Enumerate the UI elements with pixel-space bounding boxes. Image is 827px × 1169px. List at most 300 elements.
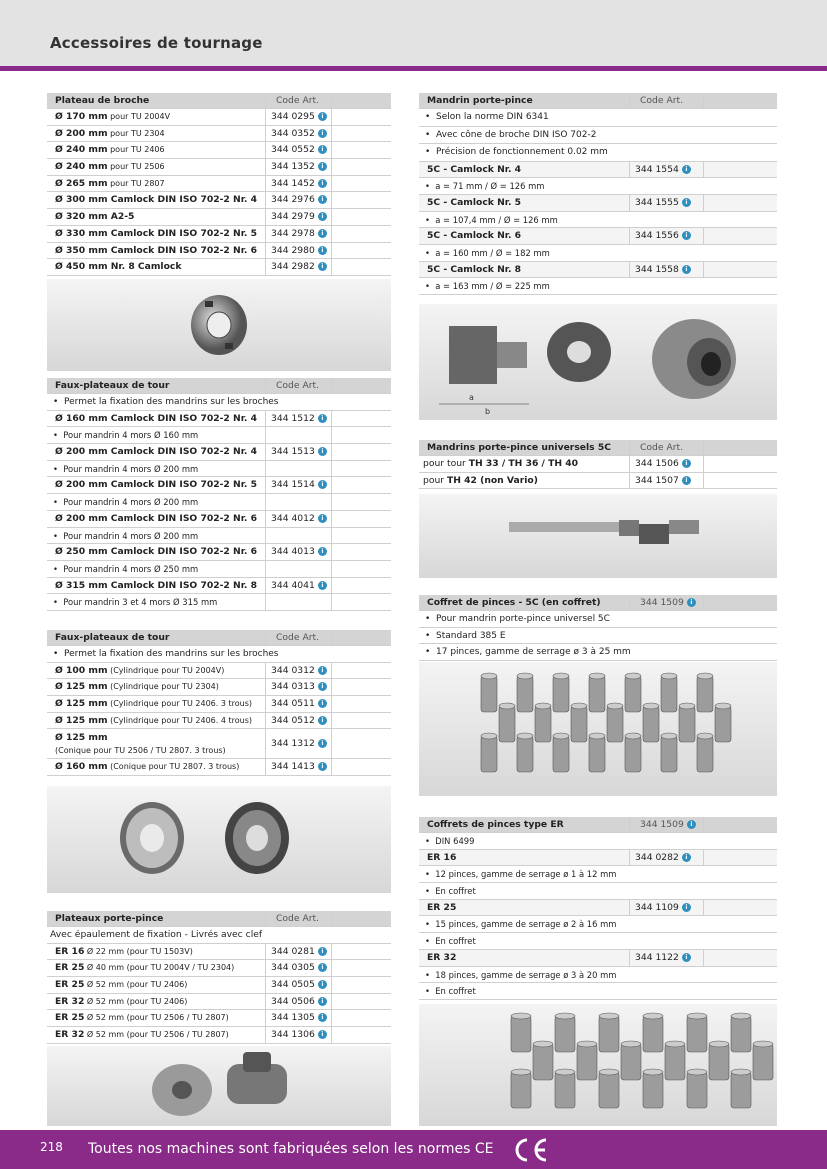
table-note [47,927,391,944]
table-row [47,209,391,226]
product-image-coffret-5c [419,662,777,796]
collet-icon [599,1013,619,1052]
article-code: 344 2979 [271,211,315,223]
notes-list [419,109,777,162]
collet-icon [481,733,497,772]
row-detail: a = 71 mm / Ø = 126 mm [435,181,545,192]
collet-icon [625,673,641,712]
collet-icon [643,1069,663,1108]
table-row [47,679,391,696]
note-text: 17 pinces, gamme de serrage ø 3 à 25 mm [436,647,631,658]
table-subrow: • a = 160 mm / Ø = 182 mm [419,245,777,262]
article-code: 344 0281 [271,945,315,957]
row-title: 5C - Camlock Nr. 5 [427,196,522,208]
table-body [47,109,391,276]
table-row [419,162,777,179]
table-row [47,444,391,461]
product-image-plateaux-porte-pince [47,1046,391,1126]
table-row [419,456,777,473]
row-detail: Pour mandrin 4 mors Ø 160 mm [63,430,199,441]
table-body [419,162,777,296]
row-title: Ø 240 mm [55,144,108,156]
article-code: 344 1507 [635,474,679,486]
collet-icon [753,1041,773,1080]
table-body [47,663,391,730]
article-code: 344 4013 [271,546,315,558]
table-row [47,759,391,776]
info-icon: i [318,195,327,204]
row-title: ER 32 [55,995,85,1007]
table-row [419,262,777,279]
collet-icon [621,1041,641,1080]
info-icon: i [318,514,327,523]
table-title: Faux-plateaux de tour [55,632,170,643]
article-code: 344 0313 [271,681,315,693]
row-detail: Pour mandrin 4 mors Ø 200 mm [63,497,199,508]
row-title: Ø 200 mm [55,127,108,139]
collet-icon [731,1013,751,1052]
spindle-plate-illustration [47,279,391,371]
row-title: Ø 320 mm A2-5 [55,211,135,223]
row-detail: (Conique pour TU 2506 / TU 2807. 3 trous) [55,746,226,756]
collet-chuck-illustration [419,304,777,420]
row-title: Ø 300 mm Camlock DIN ISO 702-2 Nr. 4 [55,194,258,206]
row-title: Ø 160 mm [55,761,108,773]
article-code: 344 1558 [635,263,679,275]
collet-icon [481,673,497,712]
table-row [419,195,777,212]
article-code: 344 1413 [271,761,315,773]
table-mandrin-porte-pince [419,93,777,295]
info-icon: i [318,212,327,221]
collet-icon [555,1069,575,1108]
info-icon: i [318,480,327,489]
table-row [47,663,391,680]
note-text: Selon la norme DIN 6341 [436,112,549,122]
table-plateau-de-broche [47,93,391,276]
row-detail: En coffret [435,936,476,947]
article-code: 344 0511 [271,698,315,710]
note-text: Permet la fixation des mandrins sur les broches [64,649,279,659]
dim-b-label: b [485,407,491,416]
info-icon: i [318,246,327,255]
collet-icon [599,1069,619,1108]
collet-icon [643,703,659,742]
article-code: 344 0305 [271,962,315,974]
collet-icon [553,673,569,712]
row-detail: pour TU 2406 [107,145,165,155]
collet-icon [511,1069,531,1108]
collets-5c-illustration [419,662,777,796]
row-title: ER 25 [55,1012,85,1024]
note-row: • Pour mandrin porte-pince universel 5C [419,611,777,628]
info-icon: i [682,231,691,240]
article-code: 344 2980 [271,244,315,256]
article-code: 344 1512 [271,412,315,424]
collet-icon [687,1069,707,1108]
note-row: • Avec cône de broche DIN ISO 702-2 [419,127,777,145]
notes-list [419,611,777,661]
article-code: 344 0352 [271,127,315,139]
collet-icon [553,733,569,772]
collet-icon [533,1041,553,1080]
row-detail: pour TU 2506 [107,162,165,172]
info-icon: i [318,963,327,972]
table-row [47,511,391,528]
table-subrow: • Pour mandrin 3 et 4 mors Ø 315 mm [47,594,391,611]
info-icon: i [318,762,327,771]
row-detail: (Cylindrique pour TU 2304) [107,682,219,692]
collet-icon [625,733,641,772]
row-title: Ø 100 mm [55,664,108,676]
info-icon: i [318,947,327,956]
table-subrow: • 18 pinces, gamme de serrage ø 3 à 20 mm [419,967,777,984]
info-icon: i [682,853,691,862]
dim-a-label: a [469,393,474,402]
table-header [419,595,777,611]
collet-icon [661,733,677,772]
info-icon: i [682,265,691,274]
info-icon: i [318,414,327,423]
table-row [47,109,391,126]
info-icon: i [318,129,327,138]
product-image-plateau [47,279,391,371]
table-subrow: • Pour mandrin 4 mors Ø 200 mm [47,461,391,478]
table-note: • Permet la fixation des mandrins sur les broches [47,646,391,663]
table-row [419,228,777,245]
row-title: Ø 125 mm [55,698,108,710]
row-detail: 12 pinces, gamme de serrage ø 1 à 12 mm [435,869,617,880]
table-row [47,176,391,193]
collet-icon [535,703,551,742]
table-title: Coffrets de pinces type ER [427,819,564,830]
article-code: 344 1352 [271,161,315,173]
table-title: Coffret de pinces - 5C (en coffret) [427,597,601,608]
header-accent-line [0,66,827,71]
article-code: 344 0312 [271,664,315,676]
table-row [47,994,391,1011]
table-coffrets-er [419,817,777,1000]
table-mandrins-universels [419,440,777,489]
row-title: Ø 160 mm Camlock DIN ISO 702-2 Nr. 4 [55,412,258,424]
row-title: ER 16 [427,851,457,863]
row-title: Ø 200 mm Camlock DIN ISO 702-2 Nr. 5 [55,479,258,491]
row-prefix: pour tour [423,458,469,469]
article-code: 344 2982 [271,261,315,273]
header-band [0,0,827,66]
article-code: 344 1122 [635,951,679,963]
row-detail: (Cylindrique pour TU 2406. 3 trous) [107,699,252,709]
info-icon: i [318,682,327,691]
table-row [419,950,777,967]
info-icon: i [682,198,691,207]
row-detail: Pour mandrin 4 mors Ø 250 mm [63,563,199,574]
table-subrow: • a = 163 mm / Ø = 225 mm [419,278,777,295]
row-title: TH 42 (non Vario) [446,474,538,486]
collet-icon [517,673,533,712]
backplate-illustration [47,786,391,893]
info-icon: i [682,953,691,962]
table-plateaux-porte-pince [47,911,391,1044]
info-icon: i [687,820,696,829]
row-detail: Pour mandrin 4 mors Ø 200 mm [63,530,199,541]
article-code: 344 1555 [635,196,679,208]
row-title: Ø 350 mm Camlock DIN ISO 702-2 Nr. 6 [55,244,258,256]
table-row [47,477,391,494]
row-detail: Ø 52 mm (pour TU 2506 / TU 2807) [84,1030,229,1040]
article-code: 344 1506 [635,458,679,469]
note-text: Avec épaulement de fixation - Livrés avec clef [50,929,263,940]
note-row: • Selon la norme DIN 6341 [419,109,777,127]
info-icon: i [318,699,327,708]
row-title: ER 25 [55,962,85,974]
info-icon: i [318,547,327,556]
note-text: Avec cône de broche DIN ISO 702-2 [436,129,597,140]
row-title: ER 16 [55,945,85,957]
row-title: Ø 250 mm Camlock DIN ISO 702-2 Nr. 6 [55,546,258,558]
table-row [47,696,391,713]
article-code: 344 2976 [271,194,315,206]
row-title: Ø 330 mm Camlock DIN ISO 702-2 Nr. 5 [55,227,258,239]
table-row [47,159,391,176]
collet-icon [499,703,515,742]
table-subrow: • Pour mandrin 4 mors Ø 250 mm [47,561,391,578]
info-icon: i [687,598,696,607]
article-code: 344 1109 [635,901,679,913]
article-code: 344 0506 [271,995,315,1007]
article-code: 344 1509 [640,819,684,830]
table-title: Faux-plateaux de tour [55,380,170,391]
row-detail: Pour mandrin 4 mors Ø 200 mm [63,463,199,474]
table-subrow: • En coffret [419,983,777,1000]
table-subrow: • Pour mandrin 4 mors Ø 160 mm [47,427,391,444]
row-detail: Ø 40 mm (pour TU 2004V / TU 2304) [84,963,235,973]
collet-icon [709,1041,729,1080]
table-faux-plateaux-cylindrique [47,630,391,776]
note-text: Permet la fixation des mandrins sur les broches [64,397,279,407]
table-subrow: • a = 107,4 mm / Ø = 126 mm [419,212,777,229]
info-icon: i [318,716,327,725]
note-row: • Standard 385 E [419,628,777,645]
row-title: 5C - Camlock Nr. 8 [427,263,522,275]
article-code: 344 1556 [635,230,679,242]
table-row [419,850,777,867]
article-code: 344 1514 [271,479,315,491]
row-title: Ø 125 mm [55,681,108,693]
row-prefix: pour [423,474,447,486]
note-text: Standard 385 E [436,630,506,641]
row-title: TH 33 / TH 36 / TH 40 [468,458,579,469]
article-code: 344 0512 [271,714,315,726]
table-row [47,226,391,243]
info-icon: i [318,229,327,238]
row-title: Ø 240 mm [55,161,108,173]
row-title: Ø 125 mm [55,714,108,726]
collet-icon [589,733,605,772]
note-text: Précision de fonctionnement 0.02 mm [436,147,608,157]
code-header: Code Art. [629,440,703,455]
row-detail: Ø 52 mm (pour TU 2506 / TU 2807) [84,1013,229,1023]
note-row: • 17 pinces, gamme de serrage ø 3 à 25 mm [419,644,777,661]
row-detail: pour TU 2004V [107,112,171,121]
footer-text: Toutes nos machines sont fabriquées selon les normes CE [88,1141,494,1157]
row-title: ER 25 [427,901,457,913]
row-title: ER 32 [427,951,457,963]
table-subrow: • Pour mandrin 4 mors Ø 200 mm [47,528,391,545]
table-note: • DIN 6499 [419,833,777,850]
table-header [47,630,391,646]
table-header [47,93,391,109]
table-row [47,977,391,994]
table-row [47,960,391,977]
table-subrow: • En coffret [419,933,777,950]
info-icon: i [318,666,327,675]
table-header [47,378,391,394]
row-title: 5C - Camlock Nr. 4 [427,163,522,175]
product-image-mandrin [419,304,777,420]
article-code: 344 0552 [271,144,315,156]
table-subrow: • 12 pinces, gamme de serrage ø 1 à 12 mm [419,866,777,883]
collet-icon [697,733,713,772]
article-code: 344 1554 [635,163,679,175]
collet-icon [643,1013,663,1052]
table-row [419,900,777,917]
row-title: ER 32 [55,1029,85,1041]
code-header: Code Art. [629,93,703,108]
row-detail: a = 163 mm / Ø = 225 mm [435,281,550,292]
product-image-faux-plateaux [47,786,391,893]
collet-icon [517,733,533,772]
row-title: ER 25 [55,979,85,991]
article-code: 344 1312 [271,738,315,750]
row-detail: Ø 52 mm (pour TU 2406) [84,980,188,990]
row-detail: 15 pinces, gamme de serrage ø 2 à 16 mm [435,919,617,930]
collet-icon [661,673,677,712]
table-body [47,411,391,611]
row-detail: Ø 22 mm (pour TU 1503V) [84,946,193,956]
collet-icon [511,1013,531,1052]
info-icon: i [318,980,327,989]
row-detail: (Cylindrique pour TU 2004V) [107,665,225,675]
row-detail: a = 160 mm / Ø = 182 mm [435,247,550,258]
article-code: 344 4041 [271,579,315,591]
info-icon: i [318,581,327,590]
note-text: DIN 6499 [435,836,475,846]
product-image-mandrins-universels [419,494,777,578]
table-title: Mandrins porte-pince universels 5C [427,442,611,453]
article-code: 344 4012 [271,512,315,524]
table-row [47,142,391,159]
table-row [47,126,391,143]
table-title: Plateaux porte-pince [55,913,164,924]
row-title: Ø 315 mm Camlock DIN ISO 702-2 Nr. 8 [55,579,258,591]
code-header: Code Art. [265,630,331,645]
article-code: 344 1452 [271,177,315,189]
collet-icon [577,1041,597,1080]
table-title: Mandrin porte-pince [427,95,533,106]
collet-icon [731,1069,751,1108]
table-row [47,544,391,561]
info-icon: i [318,145,327,154]
info-icon: i [318,739,327,748]
collet-plate-illustration [47,1046,391,1126]
row-title: Ø 200 mm Camlock DIN ISO 702-2 Nr. 4 [55,446,258,458]
table-subrow: • 15 pinces, gamme de serrage ø 2 à 16 mm [419,916,777,933]
table-row [47,944,391,961]
table-body [419,850,777,1000]
table-row [47,578,391,595]
table-header [419,817,777,833]
info-icon: i [682,903,691,912]
table-body [47,944,391,1044]
row-detail: Pour mandrin 3 et 4 mors Ø 315 mm [63,597,218,608]
article-code: 344 0295 [271,111,315,122]
table-row [47,1010,391,1027]
row-detail: En coffret [435,886,476,897]
info-icon: i [318,162,327,171]
collet-icon [607,703,623,742]
info-icon: i [682,476,691,485]
info-icon: i [682,459,691,468]
table-title: Plateau de broche [55,95,150,106]
table-row [47,411,391,428]
table-coffret-5c [419,595,777,661]
table-row [47,243,391,260]
info-icon: i [318,262,327,271]
row-detail: 18 pinces, gamme de serrage ø 3 à 20 mm [435,969,617,980]
table-row [419,473,777,490]
row-detail: (Cylindrique pour TU 2406. 4 trous) [107,715,252,725]
code-header: Code Art. [265,911,331,926]
row-detail: En coffret [435,986,476,997]
table-row [47,259,391,276]
row-title: Ø 450 mm Nr. 8 Camlock [55,261,182,273]
table-subrow: • a = 71 mm / Ø = 126 mm [419,178,777,195]
arbor-illustration [419,494,777,578]
collet-icon [571,703,587,742]
row-title: Ø 200 mm Camlock DIN ISO 702-2 Nr. 6 [55,512,258,524]
note-text: Pour mandrin porte-pince universel 5C [436,614,610,624]
row-title: Ø 125 mm [55,732,108,744]
row-title: 5C - Camlock Nr. 6 [427,230,522,242]
info-icon: i [318,1030,327,1039]
table-faux-plateaux-camlock [47,378,391,611]
collets-er-illustration [419,1004,777,1126]
article-code: 344 2978 [271,227,315,239]
info-icon: i [318,179,327,188]
row-title: Ø 170 mm [55,111,108,122]
table-subrow: • En coffret [419,883,777,900]
note-row: • Précision de fonctionnement 0.02 mm [419,144,777,162]
info-icon: i [318,112,327,121]
table-row [47,713,391,730]
collet-icon [679,703,695,742]
product-image-coffrets-er [419,1004,777,1126]
info-icon: i [318,1013,327,1022]
info-icon: i [682,165,691,174]
article-code: 344 1305 [271,1012,315,1024]
row-detail: a = 107,4 mm / Ø = 126 mm [435,214,558,225]
collet-icon [555,1013,575,1052]
row-detail: Ø 52 mm (pour TU 2406) [84,996,188,1006]
table-row [47,729,391,759]
row-detail: pour TU 2304 [107,128,165,138]
row-detail: pour TU 2807 [107,178,165,188]
ce-mark-icon [510,1136,550,1164]
page-title: Accessoires de tournage [50,34,263,52]
table-note: • Permet la fixation des mandrins sur les broches [47,394,391,411]
table-body [419,456,777,489]
